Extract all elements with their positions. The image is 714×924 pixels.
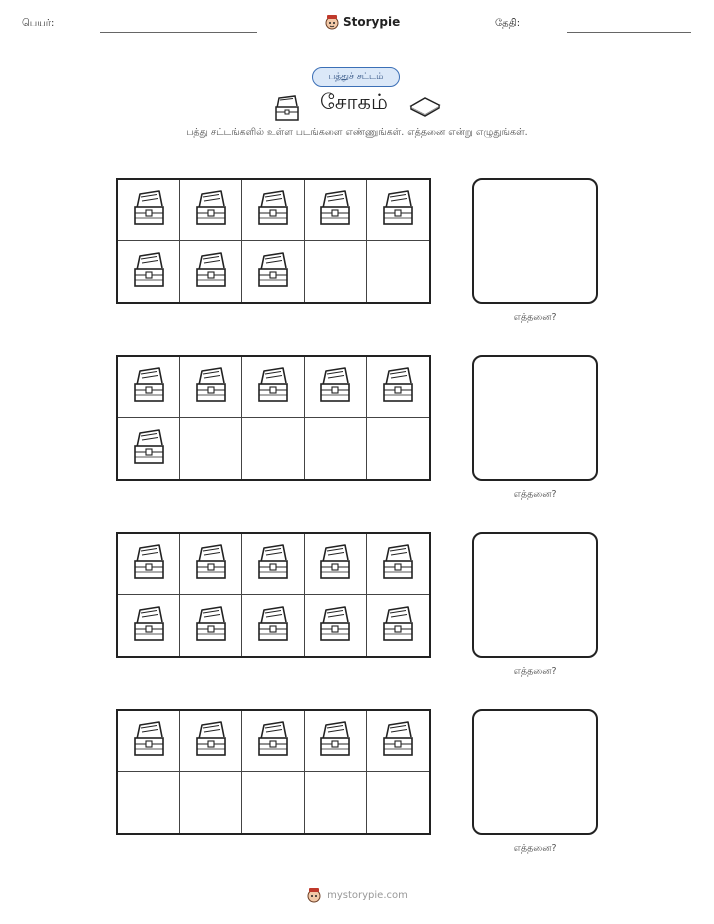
frame-cell — [180, 418, 242, 479]
treasure-chest-icon — [379, 188, 417, 232]
treasure-chest-icon — [254, 365, 292, 409]
frame-cell — [118, 772, 180, 833]
frame-cell — [242, 241, 304, 302]
frame-cell — [242, 534, 304, 595]
frame-cell — [305, 180, 367, 241]
frame-cell — [242, 595, 304, 656]
treasure-chest-icon — [192, 188, 230, 232]
frame-cell — [367, 534, 429, 595]
frame-cell — [118, 534, 180, 595]
treasure-chest-icon — [254, 604, 292, 648]
treasure-chest-icon — [316, 542, 354, 586]
frame-cell — [367, 772, 429, 833]
treasure-chest-icon — [130, 427, 168, 471]
frame-cell — [180, 711, 242, 772]
storypie-mascot-icon — [324, 13, 340, 31]
treasure-chest-icon — [192, 719, 230, 763]
frame-cell — [305, 357, 367, 418]
frame-cell — [367, 241, 429, 302]
date-field-line[interactable] — [567, 32, 691, 33]
answer-box-2[interactable] — [472, 355, 598, 481]
page-title: சோகம் — [320, 90, 388, 114]
date-label: தேதி: — [495, 18, 521, 29]
footer-url[interactable]: mystorypie.com — [327, 889, 408, 901]
treasure-chest-icon — [316, 719, 354, 763]
frame-cell — [305, 418, 367, 479]
treasure-chest-icon — [316, 365, 354, 409]
answer-label-4: எத்தனை? — [513, 843, 557, 854]
treasure-chest-icon — [254, 188, 292, 232]
frame-cell — [242, 418, 304, 479]
frame-cell — [180, 595, 242, 656]
ten-frame-2 — [116, 355, 431, 481]
ten-frame-4 — [116, 709, 431, 835]
frame-cell — [242, 772, 304, 833]
frame-cell — [305, 241, 367, 302]
answer-box-4[interactable] — [472, 709, 598, 835]
treasure-chest-icon — [379, 365, 417, 409]
ten-frame-1 — [116, 178, 431, 304]
frame-cell — [180, 357, 242, 418]
frame-cell — [305, 772, 367, 833]
frame-cell — [180, 772, 242, 833]
treasure-chest-icon — [254, 542, 292, 586]
treasure-chest-icon — [192, 604, 230, 648]
treasure-chest-icon — [130, 250, 168, 294]
sandwich-icon — [408, 94, 442, 118]
title-row — [272, 90, 444, 124]
treasure-chest-icon — [192, 542, 230, 586]
treasure-chest-icon — [379, 604, 417, 648]
treasure-chest-icon — [316, 188, 354, 232]
answer-label-1: எத்தனை? — [513, 312, 557, 323]
treasure-chest-icon — [130, 719, 168, 763]
instructions: பத்து சட்டங்களில் உள்ள படங்களை எண்ணுங்கள். எத்தனை என்று எழுதுங்கள். — [186, 127, 528, 138]
treasure-chest-icon — [254, 719, 292, 763]
brand-logo — [324, 13, 400, 31]
frame-cell — [367, 711, 429, 772]
treasure-chest-icon — [130, 188, 168, 232]
frame-cell — [242, 180, 304, 241]
frame-cell — [180, 180, 242, 241]
frame-cell — [242, 357, 304, 418]
frame-cell — [118, 180, 180, 241]
name-field-line[interactable] — [100, 32, 257, 33]
frame-cell — [118, 711, 180, 772]
frame-cell — [118, 418, 180, 479]
frame-cell — [242, 711, 304, 772]
frame-cell — [367, 595, 429, 656]
treasure-chest-icon — [272, 94, 302, 122]
treasure-chest-icon — [254, 250, 292, 294]
answer-label-2: எத்தனை? — [513, 489, 557, 500]
treasure-chest-icon — [379, 719, 417, 763]
frame-cell — [305, 595, 367, 656]
ten-frame-3 — [116, 532, 431, 658]
treasure-chest-icon — [316, 604, 354, 648]
frame-cell — [118, 357, 180, 418]
frame-cell — [367, 357, 429, 418]
frame-cell — [367, 180, 429, 241]
frame-cell — [305, 534, 367, 595]
frame-cell — [305, 711, 367, 772]
answer-label-3: எத்தனை? — [513, 666, 557, 677]
treasure-chest-icon — [192, 250, 230, 294]
footer — [0, 886, 714, 904]
topic-badge: பத்துச் சட்டம் — [312, 67, 400, 87]
treasure-chest-icon — [379, 542, 417, 586]
brand-name: Storypie — [343, 15, 401, 29]
treasure-chest-icon — [192, 365, 230, 409]
storypie-mascot-icon — [306, 886, 322, 904]
name-label: பெயர்: — [22, 18, 55, 29]
frame-cell — [118, 241, 180, 302]
frame-cell — [367, 418, 429, 479]
answer-box-1[interactable] — [472, 178, 598, 304]
frame-cell — [180, 241, 242, 302]
treasure-chest-icon — [130, 365, 168, 409]
frame-cell — [180, 534, 242, 595]
treasure-chest-icon — [130, 604, 168, 648]
answer-box-3[interactable] — [472, 532, 598, 658]
frame-cell — [118, 595, 180, 656]
treasure-chest-icon — [130, 542, 168, 586]
